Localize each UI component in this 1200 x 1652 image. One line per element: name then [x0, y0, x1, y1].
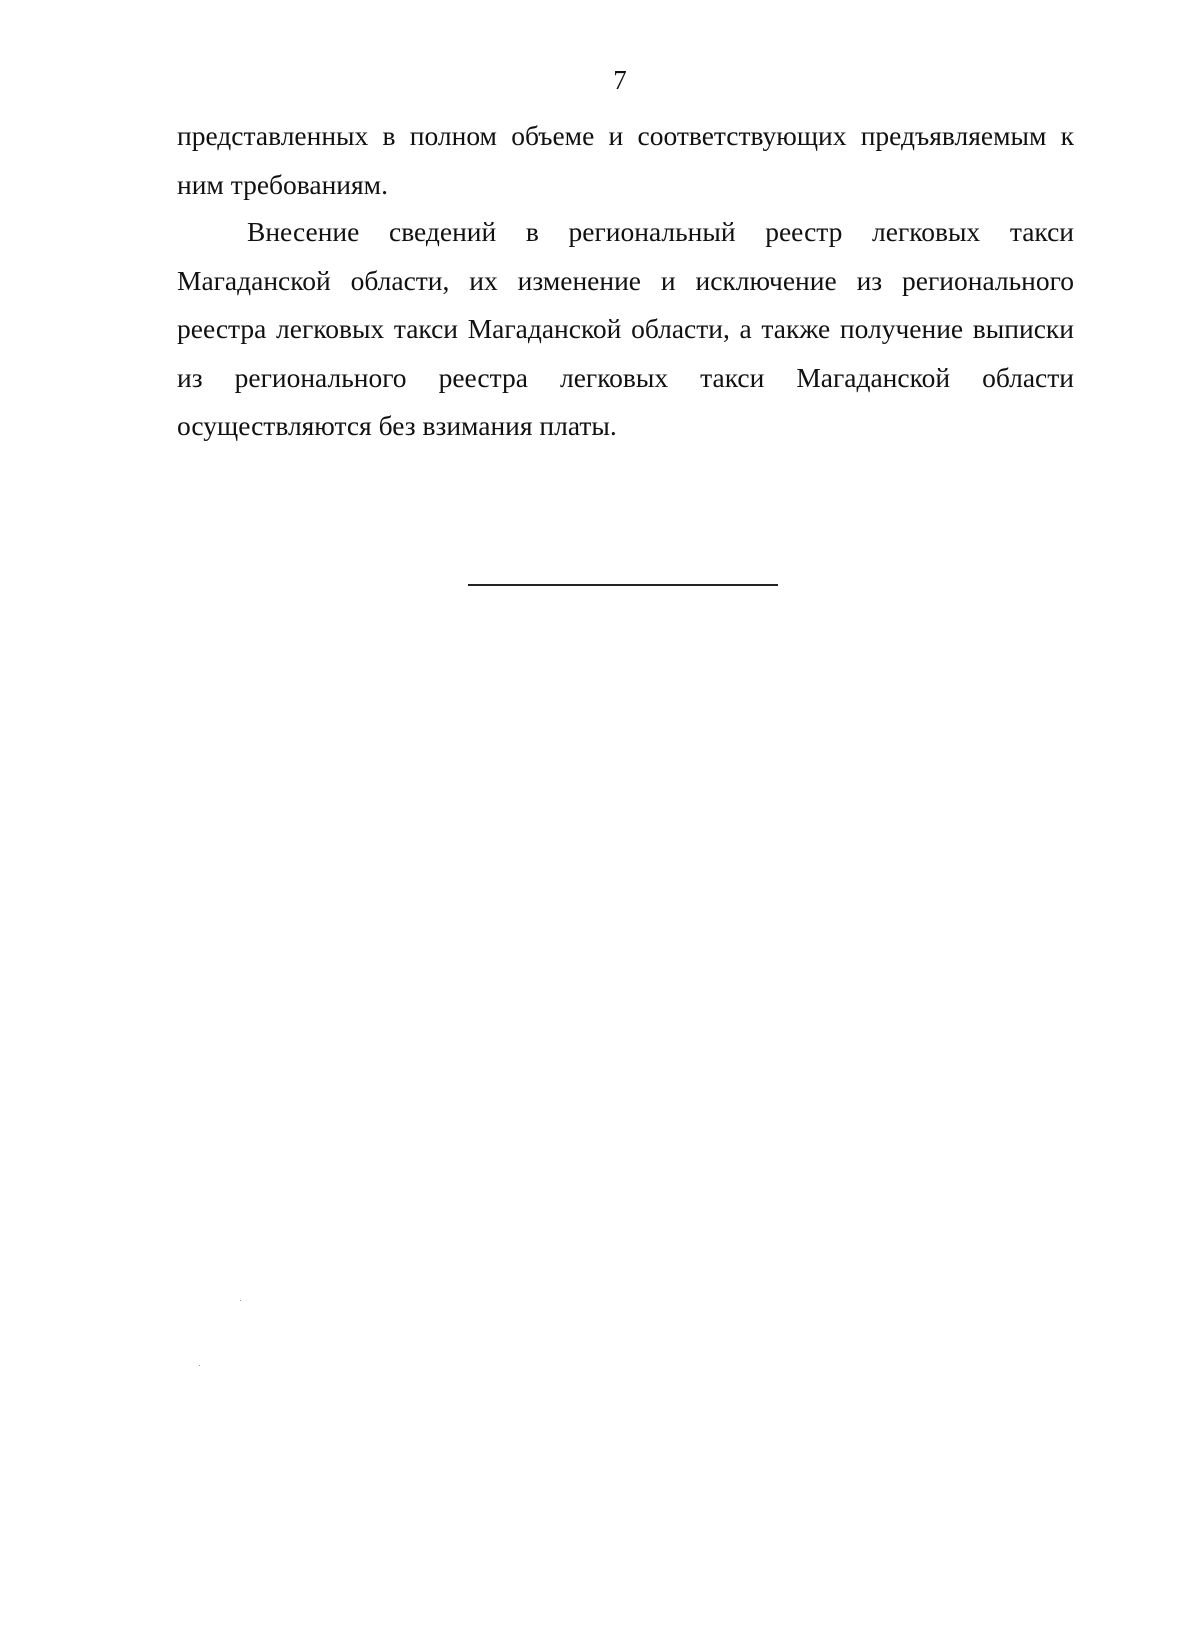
paragraph-continuation: представленных в полном объеме и соответствующих предъявляемым к ним требованиям.: [177, 120, 1074, 200]
scan-artifact: [199, 1365, 200, 1366]
end-of-text-rule: [468, 584, 778, 586]
paragraph-registry-fees: Внесение сведений в региональный реестр легковых такси Магаданской области, их изменение и исключение из регионального реестра легковых такси Магаданской области, а также получение выписки из регионального реестра легковых такси Магаданской области осуществляются без взимания платы.: [177, 216, 1074, 442]
page-number: 7: [613, 65, 627, 95]
scan-artifact: [240, 1300, 241, 1301]
